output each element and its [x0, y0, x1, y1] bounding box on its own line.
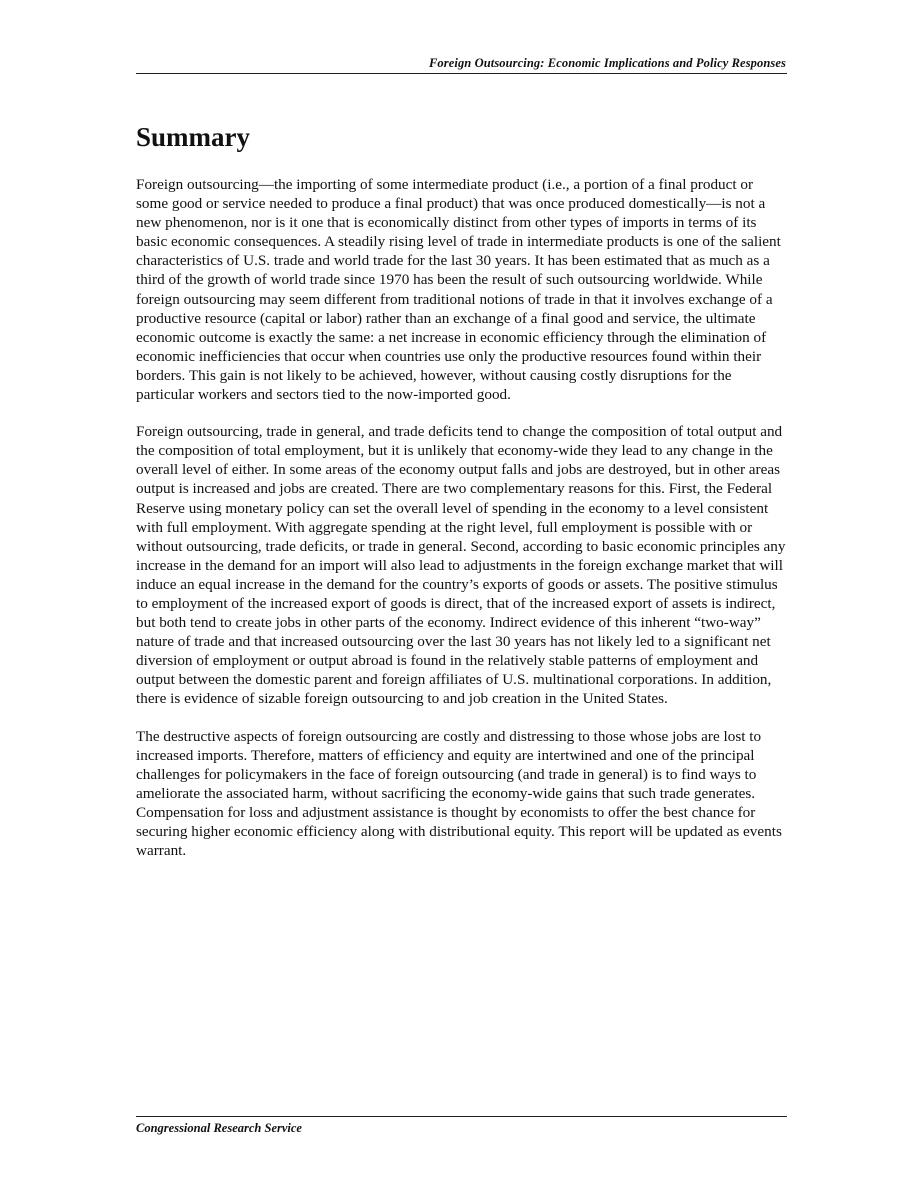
running-header: Foreign Outsourcing: Economic Implications and Policy Responses [428, 56, 786, 70]
header-rule [136, 73, 787, 74]
page-title: Summary [136, 122, 250, 152]
paragraph-3: The destructive aspects of foreign outsourcing are costly and distressing to those whose jobs are lost to increased imports. Therefore, matters of efficiency and equity are intertwined and one of the principal challenges for policymakers in the face of foreign outsourcing (and trade in general) is to find ways to ameliorate the associated harm, without sacrificing the economy-wide gains that such trade generates. Compensation for loss and adjustment assistance is thought by economists to offer the best chance for securing higher economic efficiency along with distributional equity. This report will be updated as events warrant. [136, 727, 782, 860]
paragraph-1: Foreign outsourcing—the importing of some intermediate product (i.e., a portion of a final product or some good or service needed to produce a final product) that was once produced domestically—is not a new phenomenon, nor is it one that is economically distinct from other types of imports in terms of its basic economic consequences. A steadily rising level of trade in intermediate products is one of the salient characteristics of U.S. trade and world trade for the last 30 years. It has been estimated that as much as a third of the growth of world trade since 1970 has been the result of such outsourcing worldwide. While foreign outsourcing may seem different from traditional notions of trade in that it involves exchange of a productive resource (capital or labor) rather than an exchange of a final good and service, the ultimate economic outcome is exactly the same: a net increase in economic efficiency through the elimination of economic inefficiencies that occur when countries use only the productive resources found within their borders. This gain is not likely to be achieved, however, without causing costly disruptions for the particular workers and sectors tied to the now-imported good. [136, 176, 781, 404]
paragraph-2: Foreign outsourcing, trade in general, and trade deficits tend to change the composition of total output and the composition of total employment, but it is unlikely that economy-wide they lead to any change in the overall level of either. In some areas of the economy output falls and jobs are destroyed, but in other areas output is increased and jobs are created. There are two complementary reasons for this. First, the Federal Reserve using monetary policy can set the overall level of spending in the economy to a level consistent with full employment. With aggregate spending at the right level, full employment is possible with or without outsourcing, trade deficits, or trade in general. Second, according to basic economic principles any increase in the demand for an import will also lead to adjustments in the foreign exchange market that will induce an equal increase in the demand for the country’s exports of goods or assets. The positive stimulus to employment of the increased export of goods is direct, that of the increased export of assets is indirect, but both tend to create jobs in other parts of the economy. Indirect evidence of this inherent “two-way” nature of trade and that increased outsourcing over the last 30 years has not likely led to a significant net diversion of employment or output abroad is found in the relatively stable patterns of employment and output between the domestic parent and foreign affiliates of U.S. multinational corporations. In addition, there is evidence of sizable foreign outsourcing to and job creation in the United States. [136, 423, 786, 708]
footer-rule [136, 1116, 787, 1117]
running-footer: Congressional Research Service [136, 1121, 302, 1135]
summary-body [136, 175, 787, 878]
